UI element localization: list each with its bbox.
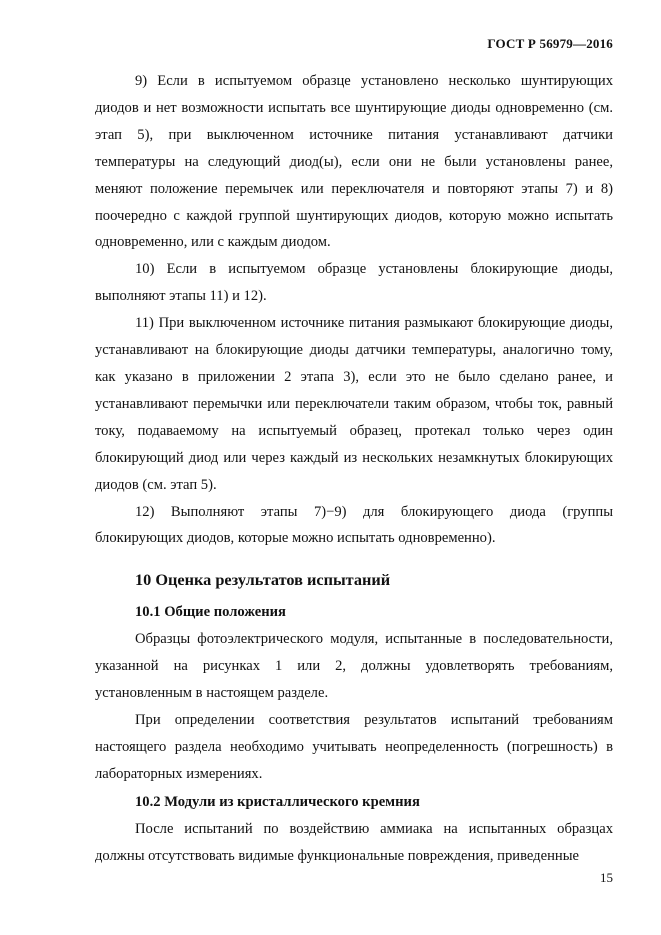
document-code-header: ГОСТ Р 56979—2016 (487, 36, 613, 51)
paragraph-step-12: 12) Выполняют этапы 7)−9) для блокирующего диода (группы блокирующих диодов, которые можно испытать одновременно). (95, 503, 613, 547)
subsection-heading-10-1: 10.1 Общие положения (135, 604, 286, 621)
page-number: 15 (600, 870, 613, 885)
paragraph-step-11: 11) При выключенном источнике питания размыкают блокирующие диоды, устанавливают на блокирующие диоды датчики температуры, аналогично тому, как указано в приложении 2 этапа 3), если это не было сделано ранее, и устанавливают перемычки или переключатели таким образом, чтобы ток, равный току, подаваемому на испытуемый образец, протекал только через один блокирующий диод или через каждый из нескольких незамкнутых блокирующих диодов (см. этап 5). (95, 315, 613, 493)
paragraph-10-1-b: При определении соответствия результатов испытаний требованиям настоящего раздела необходимо учитывать неопределенность (погрешность) в лабораторных измерениях. (95, 712, 613, 782)
document-body (95, 68, 613, 870)
subsection-heading-10-2: 10.2 Модули из кристаллического кремния (135, 793, 420, 810)
paragraph-step-10: 10) Если в испытуемом образце установлены блокирующие диоды, выполняют этапы 11) и 12). (95, 261, 613, 305)
section-heading-10: 10 Оценка результатов испытаний (135, 570, 391, 590)
paragraph-step-9: 9) Если в испытуемом образце установлено несколько шунтирующих диодов и нет возможности испытать все шунтирующие диоды одновременно (см. этап 5), при выключенном источнике питания устанавливают датчики температуры на следующий диод(ы), если они не были установлены ранее, меняют положение перемычек или переключателя и повторяют этапы 7) и 8) поочередно с каждой группой шунтирующих диодов, которую можно испытать одновременно, или с каждым диодом. (95, 73, 613, 251)
paragraph-10-2-a: После испытаний по воздействию аммиака на испытанных образцах должны отсутствовать видимые функциональные повреждения, приведенные (95, 820, 613, 864)
paragraph-10-1-a: Образцы фотоэлектрического модуля, испытанные в последовательности, указанной на рисунках 1 или 2, должны удовлетворять требованиям, установленным в настоящем разделе. (95, 631, 613, 702)
